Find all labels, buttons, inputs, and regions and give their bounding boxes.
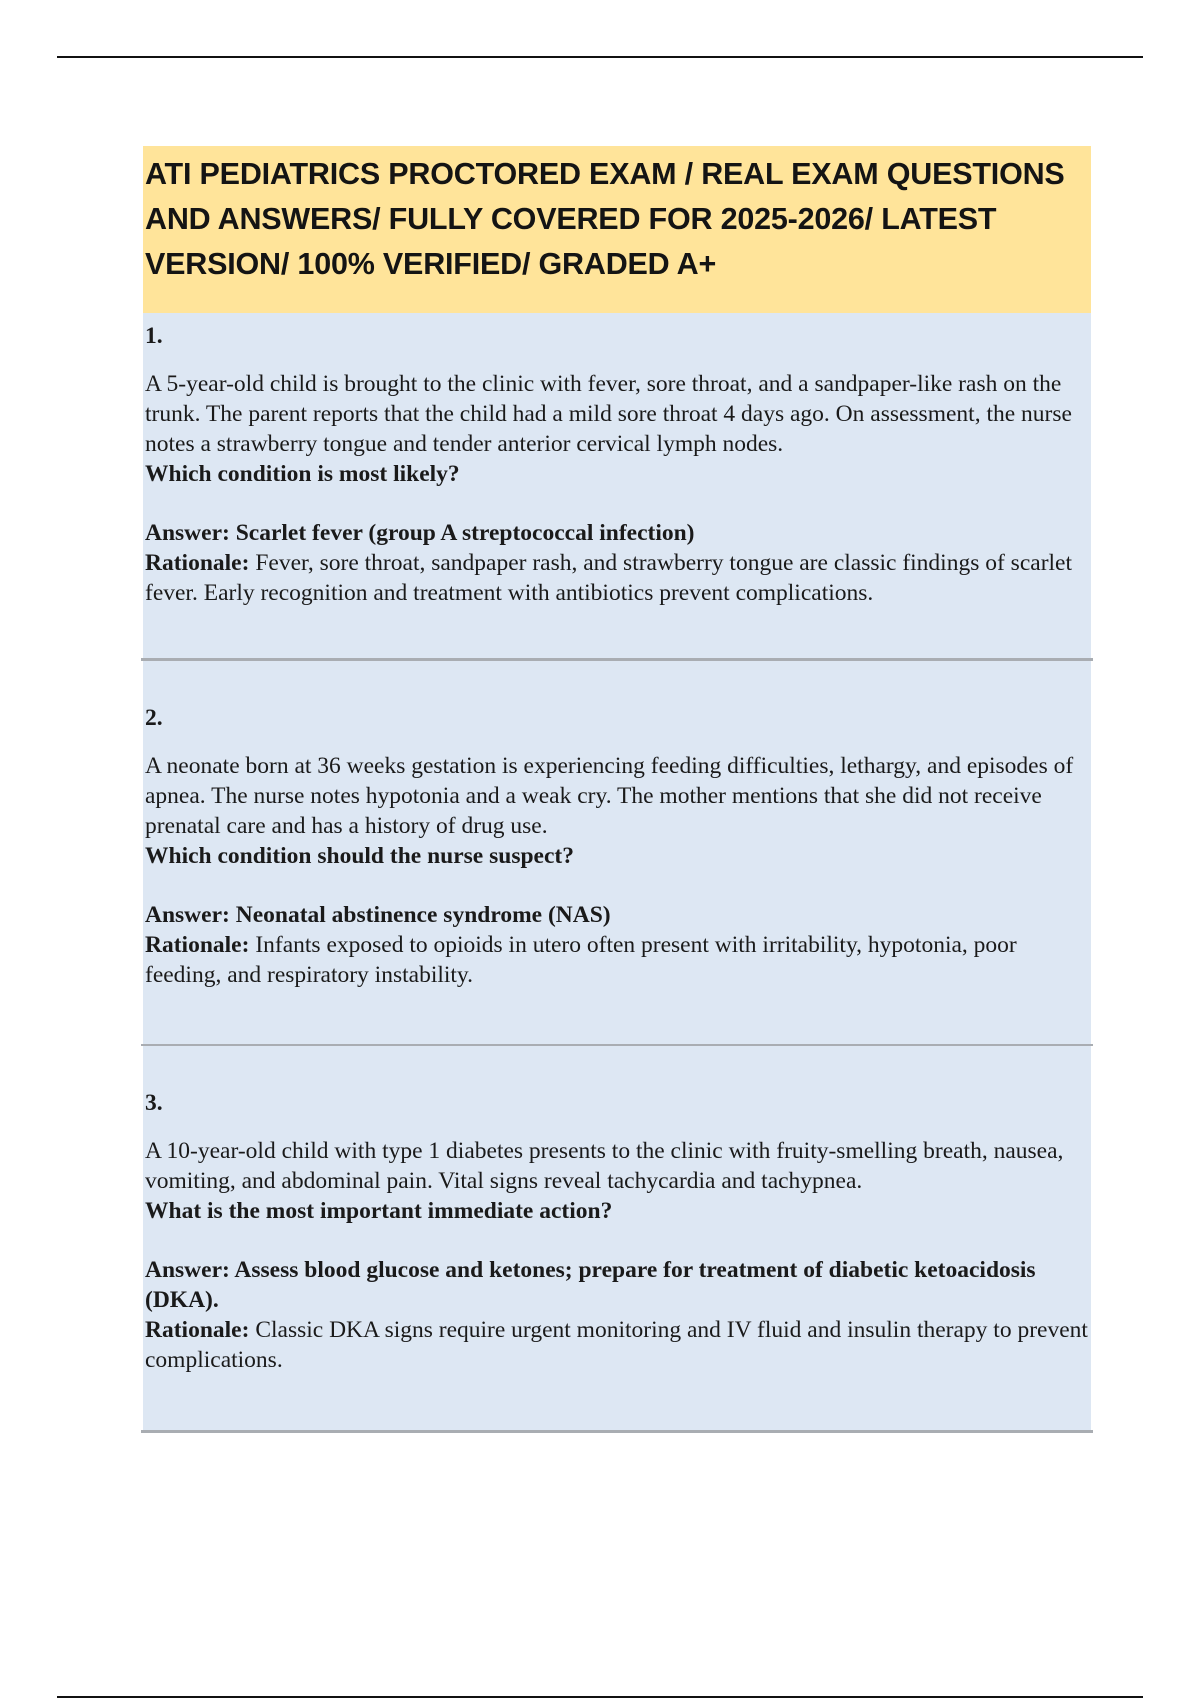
- footer-rule: [57, 1696, 1143, 1698]
- header-rule: [57, 56, 1143, 58]
- question-prompt: Which condition is most likely?: [145, 461, 460, 487]
- answer-text: Answer: Assess blood glucose and ketones; prepare for treatment of diabetic ketoacidosis (DKA).: [145, 1257, 1036, 1313]
- question-prompt: What is the most important immediate action?: [145, 1198, 613, 1224]
- document-title: ATI PEDIATRICS PROCTORED EXAM / REAL EXAM QUESTIONS AND ANSWERS/ FULLY COVERED FOR 2025-2026/ LATEST VERSION/ 100% VERIFIED/ GRADED A+: [143, 146, 1091, 313]
- rationale-text: Classic DKA signs require urgent monitoring and IV fluid and insulin therapy to prevent complications.: [145, 1317, 1088, 1373]
- question-number: 2.: [145, 705, 163, 731]
- rationale-text: Infants exposed to opioids in utero often present with irritability, hypotonia, poor feeding, and respiratory instability.: [145, 932, 1017, 988]
- rationale-label: Rationale:: [145, 550, 250, 576]
- rationale-text: Fever, sore throat, sandpaper rash, and strawberry tongue are classic findings of scarlet fever. Early recognition and treatment with antibiotics prevent complications.: [145, 550, 1073, 606]
- question-block: [143, 661, 1091, 1046]
- question-block: [143, 1046, 1091, 1433]
- answer-text: Answer: Scarlet fever (group A streptococcal infection): [145, 520, 695, 546]
- rationale-label: Rationale:: [145, 932, 250, 958]
- question-divider: [141, 1430, 1093, 1433]
- rationale: [145, 1315, 1089, 1375]
- question-number: 1.: [145, 323, 163, 349]
- question-stem: A neonate born at 36 weeks gestation is experiencing feeding difficulties, lethargy, and episodes of apnea. The nurse notes hypotonia and a weak cry. The mother mentions that she did not receive prenatal care and has a history of drug use.: [145, 753, 1074, 839]
- question-number: 3.: [145, 1090, 163, 1116]
- question-stem: A 5-year-old child is brought to the clinic with fever, sore throat, and a sandpaper-like rash on the trunk. The parent reports that the child had a mild sore throat 4 days ago. On assessment, the nurse notes a strawberry tongue and tender anterior cervical lymph nodes.: [145, 371, 1072, 457]
- question-prompt: Which condition should the nurse suspect?: [145, 843, 574, 869]
- rationale-label: Rationale:: [145, 1317, 250, 1343]
- question-block: [143, 313, 1091, 661]
- answer-text: Answer: Neonatal abstinence syndrome (NAS): [145, 902, 611, 928]
- rationale: [145, 548, 1089, 608]
- document-body: [143, 146, 1091, 1433]
- question-stem: A 10-year-old child with type 1 diabetes presents to the clinic with fruity-smelling breath, nausea, vomiting, and abdominal pain. Vital signs reveal tachycardia and tachypnea.: [145, 1138, 1064, 1194]
- rationale: [145, 930, 1089, 990]
